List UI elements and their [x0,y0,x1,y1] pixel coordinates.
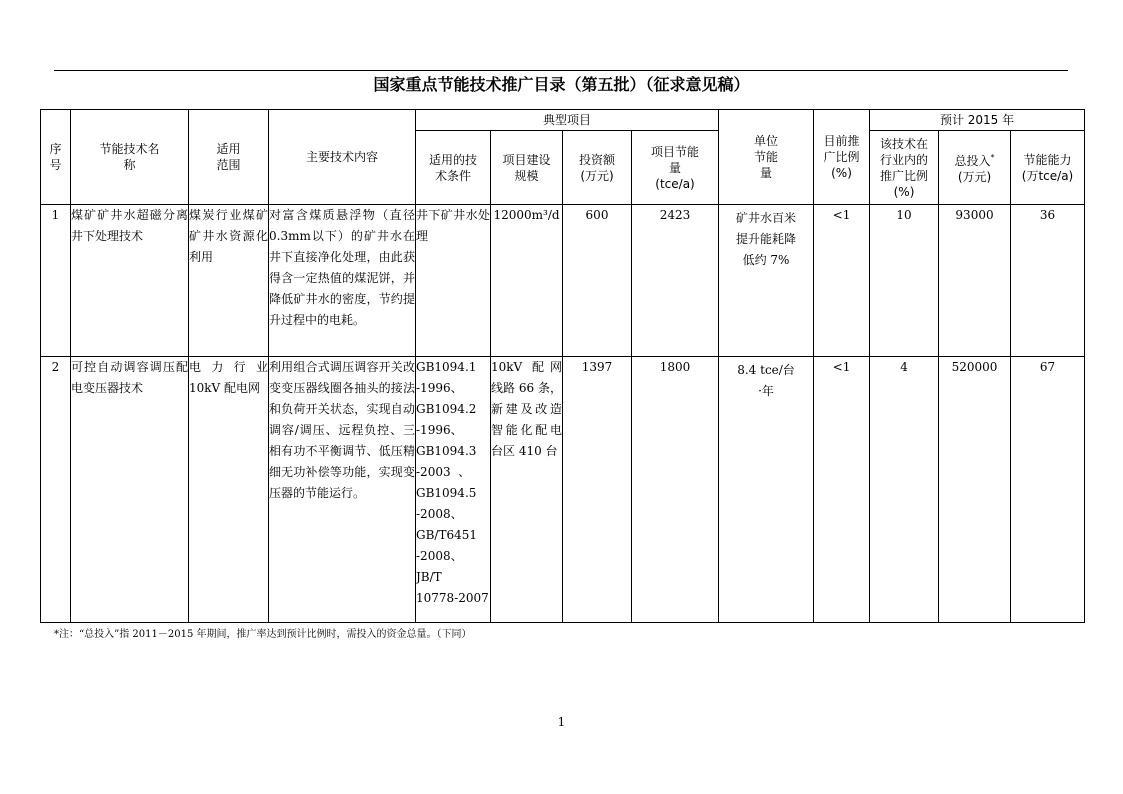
header-scale: 项目建设规模 [491,131,563,205]
project-saving-label: 项目节能量 [651,144,700,175]
table-row [41,357,1085,623]
catalog-table [40,109,1085,623]
standard-line: GB/T6451 [416,528,477,542]
standard-line: JB/T [416,570,442,584]
top-rule [54,70,1068,71]
header-tech-name: 节能技术名称 [71,110,189,205]
row-investment: 600 [563,205,632,357]
header-content: 主要技术内容 [269,110,416,205]
row-content: 对富含煤质悬浮物（直径0.3mm以下）的矿井水在井下直接净化处理，由此获得含一定热值的煤泥饼，并降低矿井水的密度，节约提升过程中的电耗。 [269,205,416,357]
standard-line: GB1094.2 [416,402,477,416]
header-forecast: 预计 2015 年 [870,110,1085,131]
header-industry-ratio [870,131,939,205]
capacity-label: 节能能力 [1023,152,1072,167]
current-ratio-unit: (%) [831,166,852,180]
header-investment [563,131,632,205]
standard-line: -2003 、 [416,465,471,479]
header-total-investment [939,131,1011,205]
row-industry-ratio: 4 [870,357,939,623]
investment-unit: (万元) [580,168,614,183]
row-investment: 1397 [563,357,632,623]
row-seq: 1 [41,205,71,357]
total-investment-unit: (万元) [957,170,992,184]
row-content: 利用组合式调压调容开关改变变压器线圈各抽头的接法和负荷开关状态，实现自动调容/调压、远程负控、三相有功不平衡调节、低压精细无功补偿等功能，实现变压器的节能运行。 [269,357,416,623]
header-project-saving [632,131,719,205]
industry-ratio-unit: (%) [893,184,915,199]
row-current-ratio: <1 [814,205,870,357]
row-tech-name: 可控自动调容调压配电变压器技术 [71,357,189,623]
header-capacity [1011,131,1085,205]
total-investment-mark: * [990,153,995,162]
header-scope: 适用范围 [189,110,269,205]
row-industry-ratio: 10 [870,205,939,357]
project-saving-unit: (tce/a) [655,176,695,191]
row-capacity: 36 [1011,205,1085,357]
page-number: 1 [557,715,566,729]
header-row-1 [41,110,1085,131]
standard-line: -1996、 [416,423,463,437]
row-scale: 10kV 配网线路 66 条，新建及改造智能化配电台区 410 台 [491,357,563,623]
total-investment-label: 总投入 [954,154,991,168]
row-total-investment: 520000 [939,357,1011,623]
row-capacity: 67 [1011,357,1085,623]
header-conditions: 适用的技术条件 [416,131,491,205]
header-typical-project: 典型项目 [416,110,719,131]
row-project-saving: 2423 [632,205,719,357]
standard-line: GB1094.1 [416,360,477,374]
document-title: 国家重点节能技术推广目录（第五批）（征求意见稿） [373,75,750,94]
capacity-unit: (万tce/a) [1021,168,1074,183]
row-conditions [416,357,491,623]
row-seq: 2 [41,357,71,623]
investment-label: 投资额 [578,152,615,167]
standard-line: -2008、 [416,549,463,563]
standard-line: GB1094.3 [416,444,477,458]
standard-line: 10778-2007 [416,591,489,605]
row-total-investment: 93000 [939,205,1011,357]
industry-ratio-label: 该技术在行业内的推广比例 [880,136,929,183]
header-current-ratio [814,110,870,205]
row-tech-name: 煤矿矿井水超磁分离井下处理技术 [71,205,189,357]
row-unit-saving: 8.4 tce/台·年 [719,357,814,623]
current-ratio-label: 目前推广比例 [823,134,860,164]
header-seq: 序号 [41,110,71,205]
row-scale: 12000m³/d [491,205,563,357]
row-current-ratio: <1 [814,357,870,623]
footnote: *注：“总投入”指 2011－2015 年期间，推广率达到预计比例时，需投入的资金总量。（下同） [54,629,472,640]
header-unit-saving: 单位节能量 [719,110,814,205]
standard-line: -2008、 [416,507,463,521]
row-scope: 煤炭行业煤矿矿井水资源化利用 [189,205,269,357]
row-scope: 电力行业 10kV 配电网 [189,357,269,623]
table-row [41,205,1085,357]
standard-line: -1996、 [416,381,463,395]
standard-line: GB1094.5 [416,486,477,500]
row-project-saving: 1800 [632,357,719,623]
row-unit-saving: 矿井水百米提升能耗降低约 7% [719,205,814,357]
row-conditions: 井下矿井水处理 [416,205,491,357]
